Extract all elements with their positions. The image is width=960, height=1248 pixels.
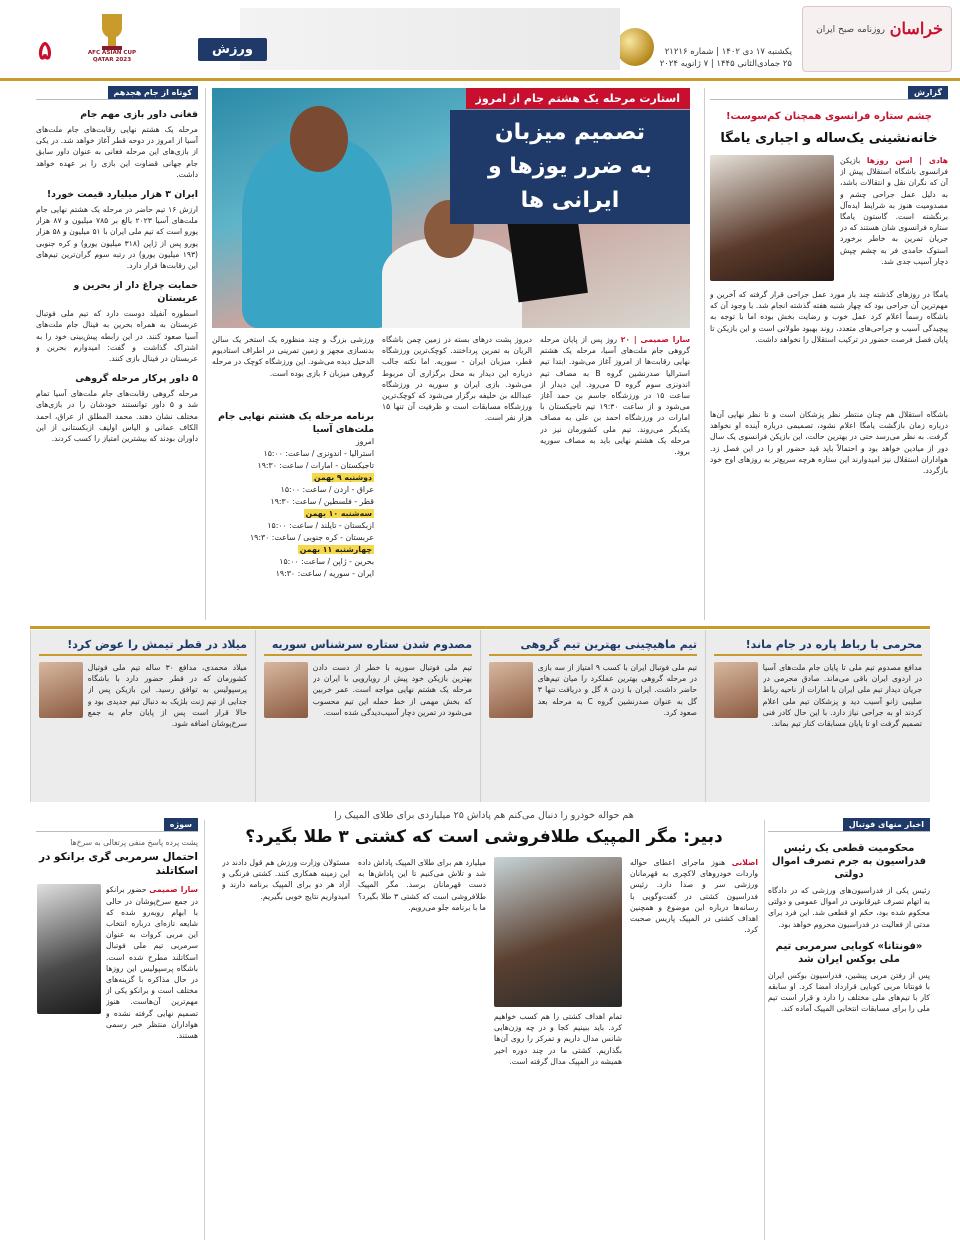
- main-col-3: ورزشی بزرگ و چند منظوره یک استخر یک سالن بدنسازی مجهز و زمین تمرینی در اطراف استادیوم الدحیل دیده می‌شود. این ورزشگاه کوچک در مرحله گروهی میزبان ۶ بازی بوده است.: [212, 335, 374, 378]
- report-body-main: یامگا در روزهای گذشته چند بار مورد عمل جراحی قرار گرفته که آخرین و مهم‌ترین آن جراحی بود که چهار شنبه هفته گذشته انجام شد. با وجود آن که باشگاه رسماً اعلام کرد عمل خوب و رضایت بخش بوده اما با توجه به پیچیدگی آسیب و جراحی‌های متعدد، روند بهبود طولانی است و این بازیکن تا پایان فصل فرصت حضور در ترکیب استقلال را نخواهد داشت.: [710, 290, 948, 344]
- non-football-title: محکومیت قطعی یک رئیس فدراسیون به جرم تصرف اموال دولتی: [771, 843, 927, 880]
- schedule-row: دوشنبه ۹ بهمن: [313, 473, 372, 482]
- main-body: [212, 334, 690, 620]
- schedule-row: سه‌شنبه ۱۰ بهمن: [305, 509, 372, 518]
- middle-news-item: [30, 630, 255, 802]
- short-news-column: [36, 88, 198, 620]
- middle-news-title: محرمی با رباط پاره در جام ماند!: [714, 638, 922, 656]
- main-col-2: دیروز پشت درهای بسته در زمین چمن باشگاه الریان به تمرین پرداختند. کوچک‌ترین ورزشگاه قطر، میزبان ایران - سوریه. اما نکته جالب درباره این دیدار به محل برگزاری آن مربوط می‌شود. بازی ایران و سوریه در ورزشگاه عبدالله بن خلیفه برگزار می‌شود که کوچک‌ترین ورزشگاه مسابقات است و ظرفیت آن تنها ۱۵ هزار نفر است.: [382, 335, 532, 423]
- short-news-item: [36, 372, 198, 444]
- non-football-column: [768, 820, 930, 1240]
- header-divider: [0, 78, 960, 81]
- football-icon: [616, 28, 654, 66]
- report-body-intro: هادی | اسن روزها بازیکن فرانسوی باشگاه استقلال پیش از آن که نگران نقل و انتقالات باشد، به دلیل عمل جراحی چشم و مصدومیت هنوز به شرایط ایده‌آل برنگشته است. گاستون یامگا ستاره فرانسوی شان هستند که در جریان تمرین به خاطر برخورد استوک حامدی فر به چشم چپش دچار آسیب جدی شد.: [840, 156, 948, 266]
- schedule-row: استرالیا - اندونزی / ساعت: ۱۵:۰۰: [263, 449, 374, 458]
- short-news-tag: کوتاه از جام هجدهم: [36, 88, 198, 100]
- short-news-body: مرحله گروهی رقابت‌های جام ملت‌های آسیا تمام شد و ۵ داور توانستند خودشان را در بازی‌های مختلف نشان دهند. محمد المطلق از عراق، احمد الکاف عمانی و الیاس اولیف ازبکستانی از این داوران بودند که بیشترین امتیاز را کسب کردند.: [36, 389, 198, 444]
- schedule-row: بحرین - ژاپن / ساعت: ۱۵:۰۰: [279, 557, 374, 566]
- wrestling-kicker: هم حواله خودرو را دنبال می‌کنم هم پاداش ۲۵ میلیاردی برای طلای المپیک را: [334, 810, 634, 821]
- non-football-tag: اخبار منهای فوتبال: [843, 818, 930, 831]
- page-number: ۵: [38, 36, 52, 66]
- yamga-report: [710, 88, 948, 620]
- schedule-row: ازبکستان - تایلند / ساعت: ۱۵:۰۰: [267, 521, 374, 530]
- wrestling-story: [210, 810, 758, 1240]
- branko-photo: [37, 884, 101, 1014]
- short-news-item: [36, 108, 198, 180]
- report-tag: گزارش: [710, 88, 948, 100]
- player-photo: [489, 662, 533, 718]
- middle-news-body: تیم ملی فوتبال سوریه با خطر از دست دادن بهترین بازیکن خود پیش از رویارویی با ایران در مرحله یک هشتم نهایی مواجه است. عمر خربین که بخش مهمی از خط حمله این تیم محسوب می‌شود در تمرین دچار آسیب‌دیدگی شده است.: [312, 663, 472, 717]
- schedule-row: ایران - سوریه / ساعت: ۱۹:۳۰: [275, 569, 374, 578]
- report-headline: خانه‌نشینی یک‌ساله و اجباری یامگا: [720, 130, 938, 146]
- wrestling-col-4: مسئولان وزارت ورزش هم قول دادند در این زمینه همکاری کنند. کشتی فرنگی و آزاد هر دو برای المپیک برنامه دارند و امیدواریم نتایج خوبی بگیریم.: [222, 858, 350, 901]
- main-col-1: سارا صمیمی | ۲۰ روز پس از پایان مرحله گروهی جام ملت‌های آسیا، مرحله یک هشتم نهایی رقابت‌ها از امروز آغاز می‌شود. ابتدا تیم استرالیا صدرنشین گروه B به مصاف تیم اندونزی سوم گروه D می‌رود. این دیدار از ساعت ۱۵ در ورزشگاه جاسم بن حمد آغاز می‌شود و از ساعت ۱۹:۳۰ تیم تاجیکستان با امارات در ورزشگاه احمد بن علی به مصاف یکدیگر می‌روند. تیم ملی کشورمان نیز در مرحله یک هشتم نهایی باید به مصاف سوریه برود.: [540, 335, 690, 457]
- non-football-body: پس از رفتن مربی پیشین، فدراسیون بوکس ایران با فونتانا مربی کوبایی قرارداد امضا کرد. او سابقه کار با تیم‌های ملی مختلف را دارد و قرار است تیم ملی را برای مسابقات انتخابی المپیک آماده کند.: [768, 970, 930, 1014]
- hero-photo: [212, 88, 690, 328]
- middle-news-body: تیم ملی فوتبال ایران با کسب ۹ امتیاز از سه بازی در مرحله گروهی بهترین عملکرد را میان تیم‌های حاضر داشت. ایران با زدن ۸ گل و دریافت تنها ۳ گل به عنوان صدرنشین گروه C به مرحله بعد صعود کرد.: [537, 663, 697, 717]
- schedule-row: امروز: [355, 437, 374, 446]
- page-header: [0, 0, 960, 78]
- schedule-title: برنامه مرحله یک هشتم نهایی جام ملت‌های آسیا: [218, 411, 374, 435]
- main-kicker: استارت مرحله یک هشتم جام از امروز: [466, 88, 690, 109]
- middle-news-item: [705, 630, 930, 802]
- short-news-title: ۵ داور پرکار مرحله گروهی: [75, 373, 198, 385]
- dateline: یکشنبه ۱۷ دی ۱۴۰۲ | شماره ۲۱۲۱۶ ۲۵ جمادی‌الثانی ۱۴۴۵ | ۷ ژانویه ۲۰۲۴: [659, 47, 792, 69]
- short-news-body: ارزش ۱۶ تیم حاضر در مرحله یک هشتم نهایی جام ملت‌های آسیا ۲۰۲۳ بالغ بر ۷۸۵ میلیون و ۸۷ هزار یورو است که تیم ملی ایران با ۵۱ میلیون و ۵۸ هزار یورو پس از ژاپن (۳۱۸ میلیون یورو) و کره جنوبی (۱۹۳ میلیون یورو) در رتبه سوم گران‌ترین تیم‌های این رقابت‌ها قرار دارد.: [36, 205, 198, 271]
- dabir-photo: [494, 857, 622, 1007]
- non-football-item: [768, 842, 930, 930]
- branko-kicker: پشت پرده پاسخ منفی پرتغالی به سرخ‌ها: [70, 838, 198, 847]
- brand-name: خراسان: [889, 19, 943, 38]
- non-football-body: رئیس یکی از فدراسیون‌های ورزشی که در دادگاه به اتهام تصرف غیرقانونی در اموال عمومی و دولتی محکوم شده بود، حکم او قطعی شد. این فرد برای مدتی از فعالیت در فدراسیون محروم خواهد بود.: [768, 886, 930, 929]
- branko-tag: سوژه: [164, 818, 198, 831]
- wrestling-col-1: اصلانی هنوز ماجرای اعطای حواله واردات خودروهای لاکچری به قهرمانان ورزشی سر و صدا دارد. رئیس فدراسیون کشتی در گفت‌وگویی با رسانه‌ها درباره این موضوع و همچنین اهداف کشتی در المپیک پاریس صحبت کرد.: [630, 858, 758, 935]
- middle-news-item: [255, 630, 480, 802]
- middle-news-body: میلاد محمدی، مدافع ۳۰ ساله تیم ملی فوتبال کشورمان که در قطر حضور دارد با باشگاه پرسپولیس به توافق رسید. این بازیکن پس از جدایی از تیم ژنت بلژیک به دنبال تیم جدیدی بود و حالا قرار است پس از پایان جام به جمع سرخ‌پوشان اضافه شود.: [87, 663, 247, 729]
- masthead: [802, 6, 952, 72]
- short-news-body: مرحله یک هشتم نهایی رقابت‌های جام ملت‌های آسیا از امروز در دوحه قطر آغاز خواهد شد. در یکی از بازی‌های این مرحله فغانی به عنوان داور سابق جام جهانی قضاوت این بازی را بر عهده خواهد داشت.: [36, 125, 198, 179]
- middle-news-row: [30, 630, 930, 802]
- middle-news-body: مدافع مصدوم تیم ملی تا پایان جام ملت‌های آسیا در اردوی ایران باقی می‌ماند. صادق محرمی در جریان دیدار تیم ملی ایران با امارات از ناحیه رباط صلیبی زانو آسیب دید و پزشکان تیم ملی اعلام کردند او به جراحی نیاز دارد. با این حال کادر فنی تصمیم گرفت او تا پایان مسابقات کنار تیم بماند.: [762, 663, 922, 729]
- short-news-body: اسطوره آنفیلد دوست دارد که تیم ملی فوتبال عربستان به همراه بحرین به فینال جام ملت‌های آسیا صعود کنند. در این رابطه پیش‌بینی خود را به اشتراک گذاشت و گفت: امیدوارم بحرین و عربستان در فینال بازی کنند.: [36, 309, 198, 364]
- yamga-photo: [710, 155, 834, 281]
- afc-cup-wordmark: AFC ASIAN CUP QATAR 2023: [87, 50, 137, 63]
- brand-subtitle: روزنامه صبح ایران: [816, 25, 885, 35]
- middle-news-title: تیم ماهیچینی بهترین تیم گروهی: [489, 638, 697, 656]
- middle-news-title: میلاد در قطر تیمش را عوض کرد!: [39, 638, 247, 656]
- wrestling-col-3: میلیارد هم برای طلای المپیک پاداش داده شد و تلاش می‌کنیم تا این پاداش‌ها به دست قهرمانان برسد. مگر المپیک طلافروشی است که کشتی ۳ طلا بگیرد؟ ما با برنامه جلو می‌رویم.: [358, 858, 486, 912]
- schedule-list: [212, 436, 374, 580]
- schedule-row: چهارشنبه ۱۱ بهمن: [299, 545, 372, 554]
- short-news-title: ایران ۳ هزار میلیارد قیمت خورد!: [46, 189, 198, 201]
- branko-story: [36, 820, 198, 1240]
- wrestling-headline: دبیر: مگر المپیک طلافروشی است که کشتی ۳ طلا بگیرد؟: [245, 827, 723, 847]
- schedule-row: عربستان - کره جنوبی / ساعت: ۱۹:۳۰: [249, 533, 374, 542]
- schedule-row: قطر - فلسطین / ساعت: ۱۹:۳۰: [270, 497, 374, 506]
- short-news-item: [36, 279, 198, 364]
- schedule-row: عراق - اردن / ساعت: ۱۵:۰۰: [280, 485, 374, 494]
- branko-headline: احتمال سرمربی گری برانکو در اسکاتلند: [38, 851, 198, 878]
- wrestling-col-2: تمام اهداف کشتی را هم کسب خواهیم کرد. باید ببینیم کجا و در چه وزن‌هایی شانس مدال داریم و تمرکز را روی آن‌ها بگذاریم. کشتی ما در چند دوره اخیر همیشه در المپیک مدال گرفته است.: [494, 1012, 622, 1066]
- short-news-title: حمایت چراغ دار از بحرین و عربستان: [73, 280, 198, 305]
- short-news-item: [36, 188, 198, 271]
- short-news-title: فغانی داور بازی مهم جام: [80, 109, 198, 120]
- non-football-item: [768, 940, 930, 1015]
- middle-news-title: مصدوم شدن ستاره سرشناس سوریه: [264, 638, 472, 656]
- main-headline: تصمیم میزبان به ضرر یوزها و ایرانی ها: [450, 110, 690, 224]
- report-kicker: چشم ستاره فرانسوی همچنان کم‌سوست!: [725, 111, 932, 122]
- branko-body: سارا صمیمی حضور برانکو در جمع سرخ‌پوشان در حالی با ابهام روبه‌رو شده که شایعه تازه‌ای درباره انتخاب این مربی کروات به عنوان سرمربی تیم ملی فوتبال اسکاتلند مطرح شده است. باشگاه پرسپولیس این روزها در حال مذاکره با گزینه‌های مختلف است و برانکو یکی از مهم‌ترین آن‌هاست. هنوز تصمیم نهایی گرفته نشده و هواداران منتظر خبر رسمی هستند.: [106, 885, 198, 1040]
- sports-silhouette-strip: [240, 8, 620, 70]
- player-photo: [264, 662, 308, 718]
- report-body-end: باشگاه استقلال هم چنان منتظر نظر پزشکان است و تا نظر نهایی آن‌ها درباره زمان بازگشت یامگا اعلام نشود، تصمیمی درباره آینده او نخواهد گرفت. به نظر می‌رسد حتی در بهترین حالت، این بازیکن فرانسوی یک سال دور از میادین خواهد بود و احتمالاً باید قید حضور او را در این فصل زد. هواداران استقلال نیز امیدوارند این ستاره هرچه سریع‌تر به روزهای اوج خود بازگردد.: [710, 410, 948, 476]
- section-title: ورزش: [198, 38, 267, 61]
- player-photo: [714, 662, 758, 718]
- player-photo: [39, 662, 83, 718]
- non-football-title: «فونتانا» کوبایی سرمربی تیم ملی بوکس ایران شد: [775, 940, 923, 965]
- schedule-row: تاجیکستان - امارات / ساعت: ۱۹:۳۰: [257, 461, 374, 470]
- middle-news-item: [480, 630, 705, 802]
